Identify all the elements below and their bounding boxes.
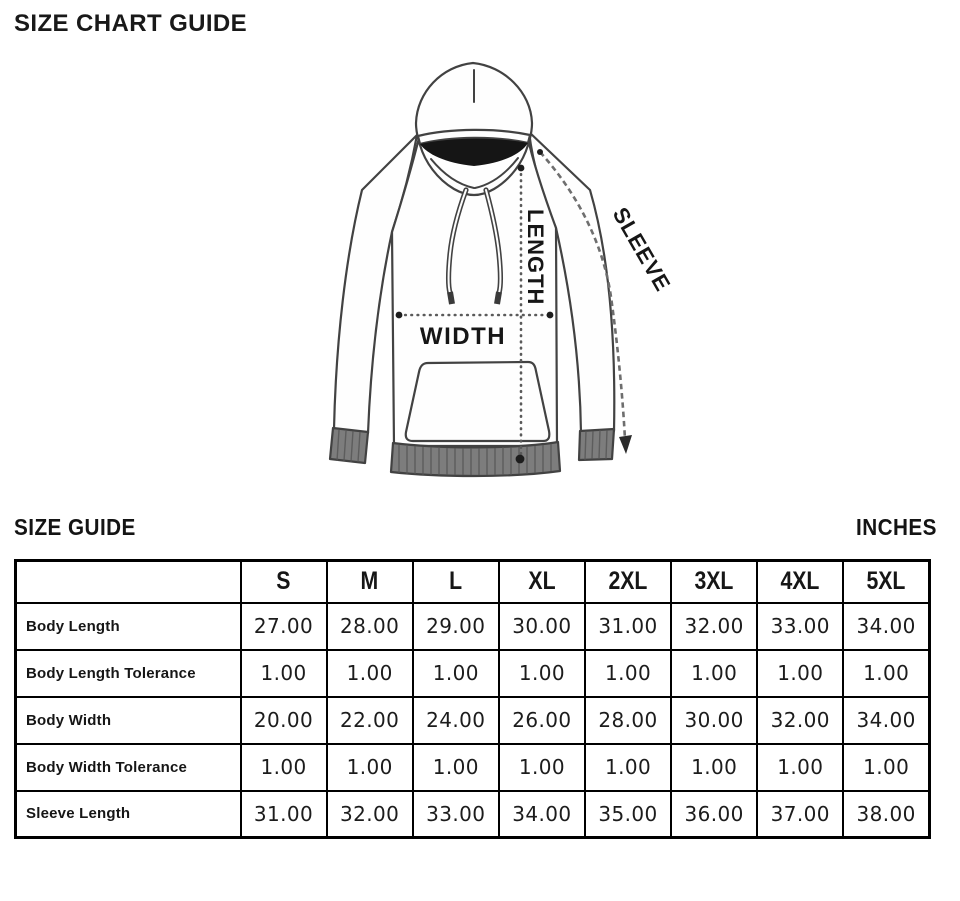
page-title: SIZE CHART GUIDE (14, 10, 248, 37)
size-value-cell: 34.00 (843, 603, 929, 650)
size-column-header: 4XL (757, 561, 843, 603)
size-value-cell: 28.00 (585, 697, 671, 744)
row-label-cell: Body Length (16, 603, 241, 650)
hoodie-illustration (290, 40, 690, 500)
size-table-row (16, 791, 930, 838)
size-column-header: XL (499, 561, 585, 603)
size-value-cell: 1.00 (757, 744, 843, 791)
size-value-cell: 1.00 (413, 744, 499, 791)
size-value-cell: 1.00 (413, 650, 499, 697)
size-value-cell: 31.00 (585, 603, 671, 650)
size-value-cell: 27.00 (241, 603, 327, 650)
row-label-cell: Body Length Tolerance (16, 650, 241, 697)
size-table-row (16, 650, 930, 697)
size-value-cell: 1.00 (241, 744, 327, 791)
row-label-cell: Sleeve Length (16, 791, 241, 838)
kangaroo-pocket (406, 362, 550, 441)
right-cuff (579, 429, 614, 460)
length-label: LENGTH (523, 209, 548, 306)
units-label: INCHES (856, 514, 937, 540)
size-value-cell: 37.00 (757, 791, 843, 838)
size-value-cell: 1.00 (241, 650, 327, 697)
size-value-cell: 1.00 (585, 744, 671, 791)
size-value-cell: 31.00 (241, 791, 327, 838)
size-value-cell: 20.00 (241, 697, 327, 744)
size-value-cell: 32.00 (671, 603, 757, 650)
hoodie-diagram (290, 40, 690, 500)
size-value-cell: 36.00 (671, 791, 757, 838)
size-guide-heading: SIZE GUIDE (14, 514, 136, 540)
size-value-cell: 1.00 (327, 650, 413, 697)
size-column-header: M (327, 561, 413, 603)
size-value-cell: 34.00 (499, 791, 585, 838)
corner-cell (16, 561, 241, 603)
size-value-cell: 34.00 (843, 697, 929, 744)
size-table-row (16, 744, 930, 791)
size-value-cell: 22.00 (327, 697, 413, 744)
size-value-cell: 24.00 (413, 697, 499, 744)
size-table (14, 559, 931, 839)
size-column-header: L (413, 561, 499, 603)
size-value-cell: 1.00 (671, 744, 757, 791)
size-value-cell: 1.00 (499, 650, 585, 697)
size-value-cell: 1.00 (757, 650, 843, 697)
size-table-row (16, 603, 930, 650)
size-column-header: 3XL (671, 561, 757, 603)
size-value-cell: 1.00 (585, 650, 671, 697)
row-label-cell: Body Width Tolerance (16, 744, 241, 791)
size-value-cell: 1.00 (327, 744, 413, 791)
size-value-cell: 29.00 (413, 603, 499, 650)
size-value-cell: 26.00 (499, 697, 585, 744)
sleeve-arrowhead (619, 435, 632, 454)
size-value-cell: 33.00 (413, 791, 499, 838)
size-value-cell: 35.00 (585, 791, 671, 838)
row-label-cell: Body Width (16, 697, 241, 744)
size-table-body (16, 603, 930, 838)
size-value-cell: 33.00 (757, 603, 843, 650)
size-table-header-row (16, 561, 930, 603)
left-cuff (330, 428, 368, 463)
size-value-cell: 32.00 (757, 697, 843, 744)
size-column-header: S (241, 561, 327, 603)
size-value-cell: 1.00 (671, 650, 757, 697)
size-value-cell: 32.00 (327, 791, 413, 838)
size-value-cell: 30.00 (499, 603, 585, 650)
size-column-header: 5XL (843, 561, 929, 603)
size-value-cell: 38.00 (843, 791, 929, 838)
size-value-cell: 28.00 (327, 603, 413, 650)
size-column-header: 2XL (585, 561, 671, 603)
size-value-cell: 1.00 (843, 650, 929, 697)
size-value-cell: 1.00 (843, 744, 929, 791)
size-value-cell: 30.00 (671, 697, 757, 744)
width-label: WIDTH (419, 323, 507, 350)
sleeve-label: SLEEVE (607, 203, 676, 296)
size-guide-bar (14, 514, 937, 541)
size-table-row (16, 697, 930, 744)
size-value-cell: 1.00 (499, 744, 585, 791)
